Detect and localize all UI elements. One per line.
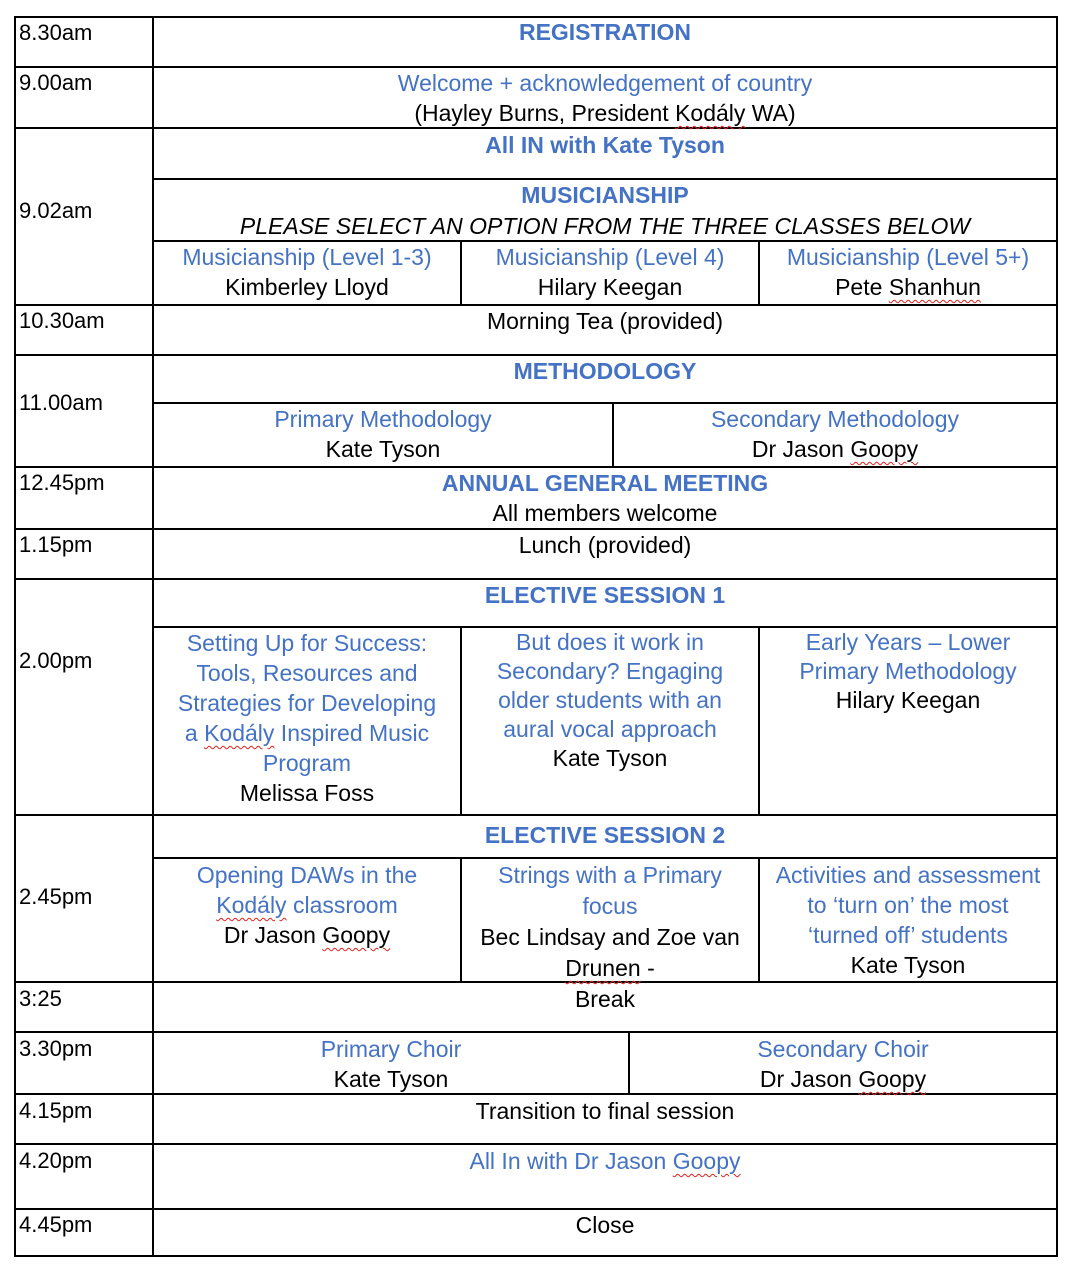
registration-heading: REGISTRATION	[518, 19, 692, 45]
time-cell: 3.30pm	[19, 1036, 93, 1061]
presenter-text: WA)	[745, 100, 796, 126]
spellcheck-word: Kodály	[204, 720, 275, 746]
option-cell	[154, 628, 460, 808]
option-cell	[154, 860, 460, 950]
option-presenter: Kimberley Lloyd	[225, 274, 389, 300]
table-border-bottom	[14, 1255, 1058, 1257]
option-title-line: Early Years – Lower	[805, 629, 1011, 655]
option-cell	[462, 242, 758, 302]
break-cell: Break	[574, 986, 636, 1012]
option-presenter	[154, 920, 460, 950]
welcome-presenter	[154, 98, 1056, 128]
agm-note: All members welcome	[492, 500, 718, 526]
option-title: Musicianship (Level 4)	[495, 244, 725, 270]
welcome-cell	[154, 68, 1056, 128]
option-title-line: Activities and assessment	[775, 862, 1041, 888]
presenter-text: -	[640, 955, 655, 981]
option-cell	[614, 404, 1056, 464]
option-presenter: Kate Tyson	[325, 436, 441, 462]
option-title-line: Secondary? Engaging	[496, 658, 724, 684]
spellcheck-word: Kodály	[216, 892, 287, 918]
option-presenter: Hilary Keegan	[835, 687, 981, 713]
option-cell	[462, 628, 758, 773]
presenter-text: Dr Jason	[223, 922, 323, 948]
title-text: a	[184, 720, 205, 746]
all-in-heading: All IN with Kate Tyson	[485, 132, 725, 158]
time-cell: 4.15pm	[19, 1098, 93, 1123]
cell-divider	[152, 857, 1058, 859]
methodology-heading: METHODOLOGY	[513, 358, 697, 384]
option-title-line: Tools, Resources and	[196, 660, 418, 686]
spellcheck-word: Goopy	[858, 1066, 927, 1092]
option-title-line	[154, 718, 460, 748]
option-cell	[760, 242, 1056, 302]
time-cell: 2.45pm	[19, 884, 93, 909]
row-divider	[14, 1143, 1058, 1145]
option-presenter: Kate Tyson	[333, 1066, 449, 1092]
option-cell	[760, 628, 1056, 715]
time-cell: 10.30am	[19, 308, 105, 333]
musicianship-heading: MUSICIANSHIP	[521, 182, 689, 208]
option-title-line: older students with an	[498, 687, 722, 713]
row-divider	[14, 814, 1058, 816]
agm-heading: ANNUAL GENERAL MEETING	[441, 470, 769, 496]
row-divider	[14, 1031, 1058, 1033]
presenter-text: Dr Jason	[751, 436, 851, 462]
welcome-title: Welcome + acknowledgement of country	[397, 70, 813, 96]
morning-tea-cell: Morning Tea (provided)	[486, 308, 724, 334]
time-cell: 3:25	[19, 986, 62, 1011]
time-cell: 11.00am	[19, 390, 103, 415]
time-cell: 4.45pm	[19, 1212, 93, 1237]
option-title-line: to ‘turn on’ the most	[807, 892, 1009, 918]
option-title-line	[154, 890, 460, 920]
option-cell	[154, 1034, 628, 1094]
spellcheck-word: Shanhun	[888, 274, 981, 300]
option-presenter: Hilary Keegan	[537, 274, 683, 300]
table-border-left	[14, 16, 16, 1257]
spellcheck-word: Goopy	[322, 922, 391, 948]
option-presenter: Kate Tyson	[850, 952, 966, 978]
elective-1-heading: ELECTIVE SESSION 1	[484, 582, 726, 608]
time-cell: 8.30am	[19, 20, 93, 45]
spellcheck-word: Goopy	[850, 436, 919, 462]
option-presenter	[462, 953, 758, 984]
option-presenter: Melissa Foss	[239, 780, 375, 806]
time-cell: 4.20pm	[19, 1148, 93, 1173]
option-title-line: Strings with a Primary	[498, 862, 722, 888]
option-title-line: Primary Methodology	[799, 658, 1017, 684]
option-title-line: aural vocal approach	[503, 716, 717, 742]
option-title-line: Program	[262, 750, 352, 776]
option-presenter	[614, 434, 1056, 464]
title-text: All In with Dr Jason	[469, 1148, 673, 1174]
time-cell: 2.00pm	[19, 648, 93, 673]
option-title: Primary Methodology	[274, 406, 492, 432]
option-title: Secondary Methodology	[710, 406, 960, 432]
time-cell: 1.15pm	[19, 532, 93, 557]
option-cell	[760, 860, 1056, 980]
agm-cell	[154, 468, 1056, 528]
option-title: Primary Choir	[320, 1036, 462, 1062]
spellcheck-word: Kodály	[675, 100, 746, 126]
musicianship-instruction: PLEASE SELECT AN OPTION FROM THE THREE CLASSES BELOW	[239, 213, 971, 239]
table-border-right	[1056, 16, 1058, 1257]
presenter-text: (Hayley Burns, President	[414, 100, 676, 126]
time-cell: 12.45pm	[19, 470, 105, 495]
option-title-line: But does it work in	[516, 629, 704, 655]
presenter-text: Dr Jason	[759, 1066, 859, 1092]
option-cell	[154, 242, 460, 302]
time-cell: 9.02am	[19, 198, 93, 223]
option-presenter	[760, 272, 1056, 302]
option-cell	[154, 404, 612, 464]
option-title-line: Setting Up for Success:	[186, 630, 428, 656]
option-title-line: ‘turned off’ students	[808, 922, 1008, 948]
transition-cell: Transition to final session	[475, 1098, 735, 1124]
option-presenter	[630, 1064, 1056, 1094]
option-presenter: Kate Tyson	[552, 745, 668, 771]
option-title-line: focus	[582, 893, 638, 919]
option-title-line: Strategies for Developing	[177, 690, 437, 716]
option-title-line: Opening DAWs in the	[196, 862, 418, 888]
option-cell	[630, 1034, 1056, 1094]
time-cell: 9.00am	[19, 70, 93, 95]
close-cell: Close	[575, 1212, 635, 1238]
title-text: Inspired Music	[274, 720, 430, 746]
option-title: Musicianship (Level 5+)	[786, 244, 1030, 270]
elective-2-heading: ELECTIVE SESSION 2	[484, 822, 726, 848]
title-text: classroom	[286, 892, 398, 918]
spellcheck-word: Goopy	[672, 1148, 741, 1174]
option-title: Secondary Choir	[757, 1036, 929, 1062]
option-title: Musicianship (Level 1-3)	[182, 244, 432, 270]
spellcheck-word: Drunen	[565, 955, 641, 981]
option-cell	[462, 860, 758, 984]
option-presenter: Bec Lindsay and Zoe van	[480, 924, 740, 950]
final-all-in-cell	[154, 1146, 1056, 1176]
presenter-text: Pete	[835, 274, 889, 300]
lunch-cell: Lunch (provided)	[518, 532, 692, 558]
